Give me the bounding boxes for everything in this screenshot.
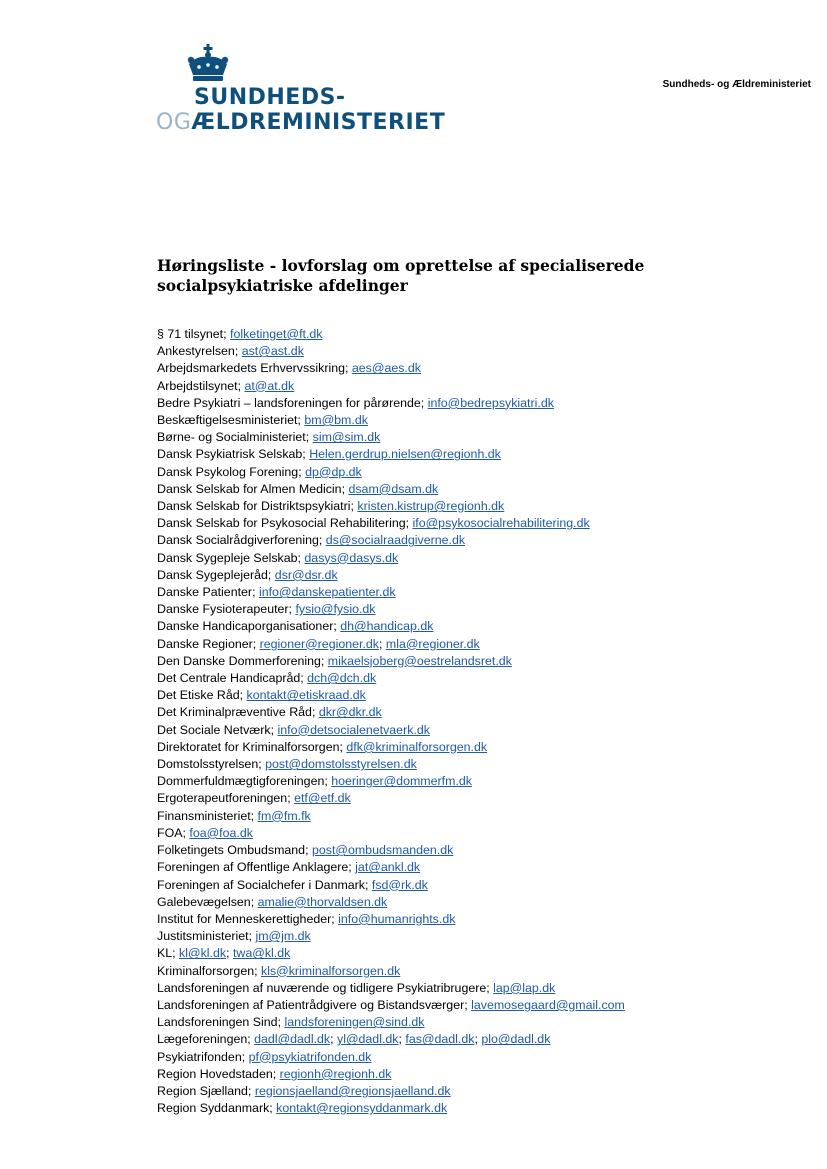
list-item: KL; kl@kl.dk; twa@kl.dk xyxy=(157,946,291,961)
organization-name: Dansk Selskab for Distriktspsykiatri xyxy=(157,499,351,514)
list-item: Dommerfuldmægtigforeningen; hoeringer@dommerfm.dk xyxy=(157,774,472,789)
list-item: Bedre Psykiatri – landsforeningen for pårørende; info@bedrepsykiatri.dk xyxy=(157,395,554,410)
list-item: Psykiatrifonden; pf@psykiatrifonden.dk xyxy=(157,1049,372,1064)
email-link[interactable]: lavemosegaard@gmail.com xyxy=(471,997,625,1012)
list-item: Dansk Psykolog Forening; dp@dp.dk xyxy=(157,464,362,479)
email-link[interactable]: dfk@kriminalforsorgen.dk xyxy=(346,739,488,754)
email-link[interactable]: mikaelsjoberg@oestrelandsret.dk xyxy=(327,653,512,668)
list-item: Foreningen af Offentlige Anklagere; jat@ankl.dk xyxy=(157,860,421,875)
logo-text-aeldreministeriet: ÆLDREMINISTERIET xyxy=(191,110,446,135)
list-item: Dansk Sygepleje Selskab; dasys@dasys.dk xyxy=(157,550,399,565)
email-link[interactable]: dh@handicap.dk xyxy=(340,619,434,634)
organization-name: Dansk Selskab for Psykosocial Rehabilitering xyxy=(157,516,406,531)
organization-name: Bedre Psykiatri – landsforeningen for pårørende xyxy=(157,395,421,410)
email-link[interactable]: dkr@dkr.dk xyxy=(318,705,382,720)
email-link[interactable]: dch@dch.dk xyxy=(307,671,377,686)
email-link[interactable]: lap@lap.dk xyxy=(493,980,556,995)
email-link[interactable]: jat@ankl.dk xyxy=(355,860,421,875)
email-link[interactable]: regionh@regionh.dk xyxy=(279,1066,392,1081)
email-link[interactable]: yl@dadl.dk xyxy=(337,1032,399,1047)
email-link[interactable]: Helen.gerdrup.nielsen@regionh.dk xyxy=(309,447,501,462)
email-link[interactable]: sim@sim.dk xyxy=(312,430,381,445)
organization-name: Arbejdstilsynet xyxy=(157,378,238,393)
list-item: Folketingets Ombudsmand; post@ombudsmanden.dk xyxy=(157,843,454,858)
organization-name: Justitsministeriet xyxy=(157,929,249,944)
organization-name: Beskæftigelsesministeriet xyxy=(157,413,298,428)
list-item: § 71 tilsynet; folketinget@ft.dk xyxy=(157,327,323,341)
list-item: Ergoterapeutforeningen; etf@etf.dk xyxy=(157,791,351,806)
organization-name: Det Etiske Råd xyxy=(157,688,240,703)
list-item: Det Centrale Handicapråd; dch@dch.dk xyxy=(157,671,377,686)
organization-name: Galebevægelsen xyxy=(157,894,251,909)
organization-name: Finansministeriet xyxy=(157,808,251,823)
logo-text-line2 xyxy=(156,110,445,135)
email-link[interactable]: kls@kriminalforsorgen.dk xyxy=(261,963,401,978)
organization-name: Dommerfuldmægtigforeningen xyxy=(157,774,325,789)
email-link[interactable]: ast@ast.dk xyxy=(241,344,304,359)
email-link[interactable]: kl@kl.dk xyxy=(179,946,227,961)
organization-name: Folketingets Ombudsmand xyxy=(157,843,306,858)
list-item: Arbejdsmarkedets Erhvervssikring; aes@aes.dk xyxy=(157,361,421,376)
list-item: Institut for Menneskerettigheder; info@humanrights.dk xyxy=(157,911,456,926)
email-link[interactable]: dasys@dasys.dk xyxy=(304,550,399,565)
organization-name: Det Sociale Netværk xyxy=(157,722,271,737)
email-link[interactable]: kontakt@etiskraad.dk xyxy=(246,688,366,703)
organization-name: Ergoterapeutforeningen xyxy=(157,791,288,806)
organization-name: Danske Fysioterapeuter xyxy=(157,602,289,617)
organization-name: Institut for Menneskerettigheder xyxy=(157,911,332,926)
organization-name: Psykiatrifonden xyxy=(157,1049,242,1064)
document-title: Høringsliste - lovforslag om oprettelse af specialiserede socialpsykiatriske afdelinger xyxy=(157,256,645,295)
organization-name: Region Hovedstaden xyxy=(157,1066,273,1081)
email-link[interactable]: fsd@rk.dk xyxy=(371,877,428,892)
organization-name: Lægeforeningen xyxy=(157,1032,248,1047)
organization-name: § 71 tilsynet xyxy=(157,327,224,341)
logo-text-sundheds: SUNDHEDS- xyxy=(194,85,346,110)
email-link[interactable]: regionsjaelland@regionsjaelland.dk xyxy=(254,1083,451,1098)
organization-name: Danske Patienter xyxy=(157,585,253,600)
organization-name: Dansk Socialrådgiverforening xyxy=(157,533,319,548)
email-link[interactable]: post@ombudsmanden.dk xyxy=(311,843,454,858)
list-item: Danske Patienter; info@danskepatienter.dk xyxy=(157,585,396,600)
email-link[interactable]: info@bedrepsykiatri.dk xyxy=(427,395,554,410)
list-item: FOA; foa@foa.dk xyxy=(157,825,253,840)
list-item: Landsforeningen Sind; landsforeningen@sind.dk xyxy=(157,1015,425,1030)
email-link[interactable]: fas@dadl.dk xyxy=(405,1032,475,1047)
organization-name: Dansk Sygeplejeråd xyxy=(157,567,268,582)
list-item: Dansk Psykiatrisk Selskab; Helen.gerdrup.nielsen@regionh.dk xyxy=(157,447,501,462)
organization-name: Danske Regioner xyxy=(157,636,253,651)
list-item: Kriminalforsorgen; kls@kriminalforsorgen.dk xyxy=(157,963,401,978)
list-item: Dansk Selskab for Distriktspsykiatri; kristen.kistrup@regionh.dk xyxy=(157,499,505,514)
list-item: Landsforeningen af nuværende og tidligere Psykiatribrugere; lap@lap.dk xyxy=(157,980,556,995)
organization-name: Dansk Sygepleje Selskab xyxy=(157,550,298,565)
ministry-name-header: Sundheds- og Ældreministeriet xyxy=(662,79,811,90)
list-item: Det Sociale Netværk; info@detsocialenetvaerk.dk xyxy=(157,722,430,737)
organization-name: Landsforeningen af nuværende og tidligere Psykiatribrugere xyxy=(157,980,487,995)
email-link[interactable]: hoeringer@dommerfm.dk xyxy=(331,774,472,789)
email-link[interactable]: etf@etf.dk xyxy=(294,791,351,806)
list-item: Det Kriminalpræventive Råd; dkr@dkr.dk xyxy=(157,705,382,720)
organization-name: Foreningen af Socialchefer i Danmark xyxy=(157,877,365,892)
email-link[interactable]: aes@aes.dk xyxy=(351,361,421,376)
list-item: Børne- og Socialministeriet; sim@sim.dk xyxy=(157,430,381,445)
organization-name: Dansk Psykolog Forening xyxy=(157,464,299,479)
crown-icon xyxy=(186,44,230,84)
organization-name: Region Syddanmark xyxy=(157,1101,270,1116)
email-link[interactable]: kristen.kistrup@regionh.dk xyxy=(357,499,505,514)
organization-name: Foreningen af Offentlige Anklagere xyxy=(157,860,349,875)
list-item: Arbejdstilsynet; at@at.dk xyxy=(157,378,295,393)
organization-name: FOA xyxy=(157,825,183,840)
organization-name: Det Kriminalpræventive Råd xyxy=(157,705,312,720)
list-item: Region Hovedstaden; regionh@regionh.dk xyxy=(157,1066,392,1081)
list-item: Region Syddanmark; kontakt@regionsyddanmark.dk xyxy=(157,1101,448,1116)
list-item: Det Etiske Råd; kontakt@etiskraad.dk xyxy=(157,688,366,703)
organization-name: Domstolsstyrelsen xyxy=(157,757,259,772)
list-item: Dansk Selskab for Almen Medicin; dsam@dsam.dk xyxy=(157,481,439,496)
organization-name: KL xyxy=(157,946,173,961)
list-item: Beskæftigelsesministeriet; bm@bm.dk xyxy=(157,413,368,428)
list-item: Justitsministeriet; jm@jm.dk xyxy=(157,929,311,944)
email-link[interactable]: dadl@dadl.dk xyxy=(254,1032,331,1047)
list-item: Dansk Sygeplejeråd; dsr@dsr.dk xyxy=(157,567,338,582)
email-link[interactable]: fm@fm.fk xyxy=(257,808,311,823)
email-link[interactable]: post@domstolsstyrelsen.dk xyxy=(265,757,417,772)
email-link[interactable]: dp@dp.dk xyxy=(305,464,362,479)
list-item: Danske Handicaporganisationer; dh@handicap.dk xyxy=(157,619,434,634)
list-item: Dansk Selskab for Psykosocial Rehabilitering; ifo@psykosocialrehabilitering.dk xyxy=(157,516,590,531)
email-link[interactable]: fysio@fysio.dk xyxy=(295,602,376,617)
email-link[interactable]: dsr@dsr.dk xyxy=(274,567,338,582)
ministry-logo xyxy=(156,44,446,135)
email-link[interactable]: mla@regioner.dk xyxy=(385,636,480,651)
email-link[interactable]: plo@dadl.dk xyxy=(481,1032,551,1047)
email-link[interactable]: folketinget@ft.dk xyxy=(230,327,323,341)
organization-name: Arbejdsmarkedets Erhvervssikring xyxy=(157,361,345,376)
email-link[interactable]: ifo@psykosocialrehabilitering.dk xyxy=(412,516,590,531)
email-link[interactable]: kontakt@regionsyddanmark.dk xyxy=(276,1101,448,1116)
list-item: Galebevægelsen; amalie@thorvaldsen.dk xyxy=(157,894,388,909)
list-item: Finansministeriet; fm@fm.fk xyxy=(157,808,311,823)
consultation-list xyxy=(157,326,625,1117)
email-link[interactable]: bm@bm.dk xyxy=(304,413,368,428)
list-item: Dansk Socialrådgiverforening; ds@socialraadgiverne.dk xyxy=(157,533,466,548)
email-link[interactable]: ds@socialraadgiverne.dk xyxy=(325,533,466,548)
email-link[interactable]: landsforeningen@sind.dk xyxy=(284,1015,425,1030)
organization-name: Ankestyrelsen xyxy=(157,344,235,359)
email-link[interactable]: info@humanrights.dk xyxy=(338,911,456,926)
organization-name: Kriminalforsorgen xyxy=(157,963,255,978)
organization-name: Det Centrale Handicapråd xyxy=(157,671,301,686)
email-link[interactable]: info@danskepatienter.dk xyxy=(258,585,396,600)
email-link[interactable]: jm@jm.dk xyxy=(255,929,311,944)
organization-name: Dansk Selskab for Almen Medicin xyxy=(157,481,342,496)
list-item: Danske Regioner; regioner@regioner.dk; mla@regioner.dk xyxy=(157,636,480,651)
organization-name: Direktoratet for Kriminalforsorgen xyxy=(157,739,340,754)
list-item: Direktoratet for Kriminalforsorgen; dfk@kriminalforsorgen.dk xyxy=(157,739,488,754)
email-link[interactable]: foa@foa.dk xyxy=(189,825,253,840)
logo-text-og: OG xyxy=(156,110,192,135)
organization-name: Region Sjælland xyxy=(157,1083,248,1098)
list-item: Lægeforeningen; dadl@dadl.dk; yl@dadl.dk; fas@dadl.dk; plo@dadl.dk xyxy=(157,1032,551,1047)
email-link[interactable]: amalie@thorvaldsen.dk xyxy=(257,894,388,909)
organization-name: Dansk Psykiatrisk Selskab xyxy=(157,447,303,462)
list-item: Domstolsstyrelsen; post@domstolsstyrelsen.dk xyxy=(157,757,417,772)
list-item: Region Sjælland; regionsjaelland@regionsjaelland.dk xyxy=(157,1083,451,1098)
email-link[interactable]: twa@kl.dk xyxy=(232,946,291,961)
organization-name: Danske Handicaporganisationer xyxy=(157,619,334,634)
organization-name: Den Danske Dommerforening xyxy=(157,653,321,668)
organization-name: Landsforeningen Sind xyxy=(157,1015,278,1030)
list-item: Ankestyrelsen; ast@ast.dk xyxy=(157,344,304,359)
list-item: Landsforeningen af Patientrådgivere og Bistandsværger; lavemosegaard@gmail.com xyxy=(157,997,625,1012)
email-link[interactable]: dsam@dsam.dk xyxy=(348,481,439,496)
email-link[interactable]: pf@psykiatrifonden.dk xyxy=(248,1049,372,1064)
organization-name: Børne- og Socialministeriet xyxy=(157,430,306,445)
list-item: Foreningen af Socialchefer i Danmark; fsd@rk.dk xyxy=(157,877,428,892)
email-link[interactable]: at@at.dk xyxy=(244,378,295,393)
email-link[interactable]: info@detsocialenetvaerk.dk xyxy=(277,722,430,737)
email-link[interactable]: regioner@regioner.dk xyxy=(259,636,379,651)
list-item: Den Danske Dommerforening; mikaelsjoberg@oestrelandsret.dk xyxy=(157,653,512,668)
organization-name: Landsforeningen af Patientrådgivere og Bistandsværger xyxy=(157,997,465,1012)
list-item: Danske Fysioterapeuter; fysio@fysio.dk xyxy=(157,602,376,617)
